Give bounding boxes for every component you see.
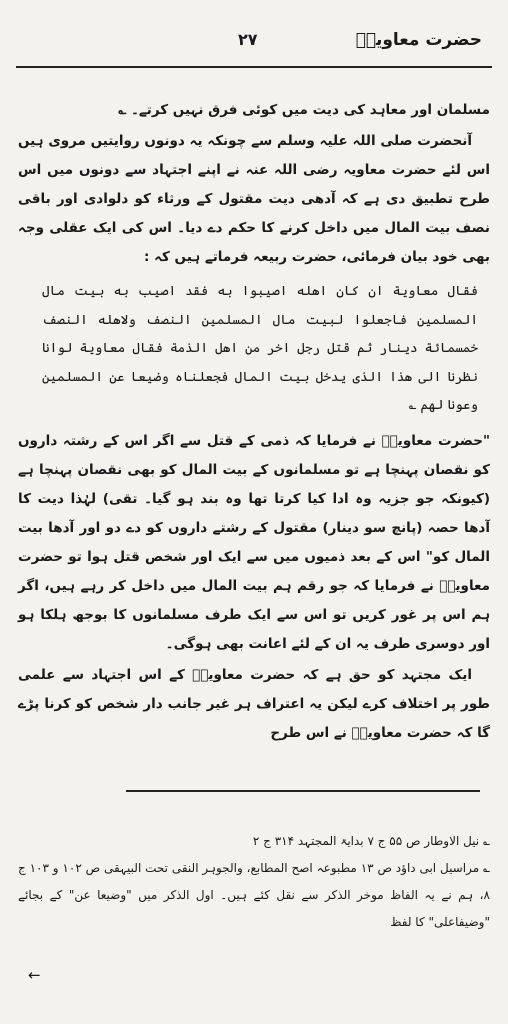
paragraph-2: آنحضرت صلی اللہ علیہ وسلم سے چونکہ یہ دونوں روایتیں مروی ہیں اس لئے حضرت معاویہ رضی اللہ عنہ نے اپنے اجتہاد سے دونوں میں اس طرح تطبیق دی ہے کہ آدھی دیت مقتول کے ورثاء کو دلوادی اور باقی نصف بیت المال میں داخل کرنے کا حکم دے دیا۔ اس کی ایک عقلی وجہ بھی خود بیان فرمائی، حضرت ربیعہ فرماتے ہیں کہ : bbox=[18, 133, 490, 265]
continuation-arrow-icon: ← bbox=[28, 966, 41, 984]
footnote-1: ؎ نیل الاوطار ص ۵۵ ج ۷ بدایۃ المجتہد ۳۱۴ ج ۲ bbox=[252, 834, 490, 848]
page-header bbox=[16, 20, 492, 72]
paragraph-3: "حضرت معاویہؓ نے فرمایا کہ ذمی کے قتل سے اگر اس کے رشتہ داروں کو نقصان پہنچا ہے تو مسلمانوں کے بیت المال کو بھی نقصان پہنچا ہے (کیونکہ جو جزیہ وہ ادا کیا کرتا تھا وہ بند ہو گیا۔ تقی) لہٰذا دیت کا آدھا حصہ (پانچ سو دینار) مقتول کے رشتے داروں کو دے دو اور آدھا بیت المال کو" اس کے بعد ذمیوں میں سے ایک اور شخص قتل ہوا تو حضرت معاویہؓ نے فرمایا کہ جو رقم ہم بیت المال میں داخل کر رہے ہیں، اگر ہم اس پر غور کریں تو اس سے ایک طرف مسلمانوں کا بوجھ ہلکا ہو اور دوسری طرف یہ ان کے لئے اعانت بھی ہوگی۔ bbox=[18, 432, 490, 652]
running-title: حضرت معاویہؓ bbox=[355, 30, 482, 50]
page-number: ۲۷ bbox=[238, 30, 258, 49]
arabic-quotation: فقال معاوية ان كان اهله اصيبوا به فقد اصيب به بيت مال المسلمين فاجعلوا لبيت مال المسلمين النصف ولاهله النصف خمسمائة دينار ثم قتل رجل اخر من اهل الذمة فقال معاوية لوانا نظرنا الى هذا الذى يدخل بيت المال فجعلناه وضيعا عن المسلمين وعونا لهم ؎ bbox=[42, 284, 478, 413]
main-text bbox=[18, 96, 490, 750]
footnotes-section bbox=[18, 790, 490, 984]
footnote-2: ؎ مراسیل ابی داؤد ص ۱۳ مطبوعہ اصح المطابع، والجوہر النقی تحت البیہقی ص ۱۰۲ و ۱۰۳ ج ۸، ہم نے یہ الفاظ موخر الذکر سے نقل کئے ہیں۔ اول الذکر میں "وضیعا عن" کے بجائے "وضیفاعلی" کا لفظ bbox=[18, 861, 490, 929]
header-rule bbox=[16, 66, 492, 68]
paragraph-1: مسلمان اور معاہد کی دیت میں کوئی فرق نہیں کرتے۔ ؎ bbox=[118, 102, 490, 118]
footnote-rule bbox=[126, 790, 480, 792]
paragraph-4: ایک مجتہد کو حق ہے کہ حضرت معاویہؓ کے اس اجتہاد سے علمی طور پر اختلاف کرے لیکن یہ اعتراف ہر غیر جانب دار شخص کو کرنا پڑے گا کہ حضرت معاویہؓ نے اس طرح bbox=[18, 666, 490, 741]
